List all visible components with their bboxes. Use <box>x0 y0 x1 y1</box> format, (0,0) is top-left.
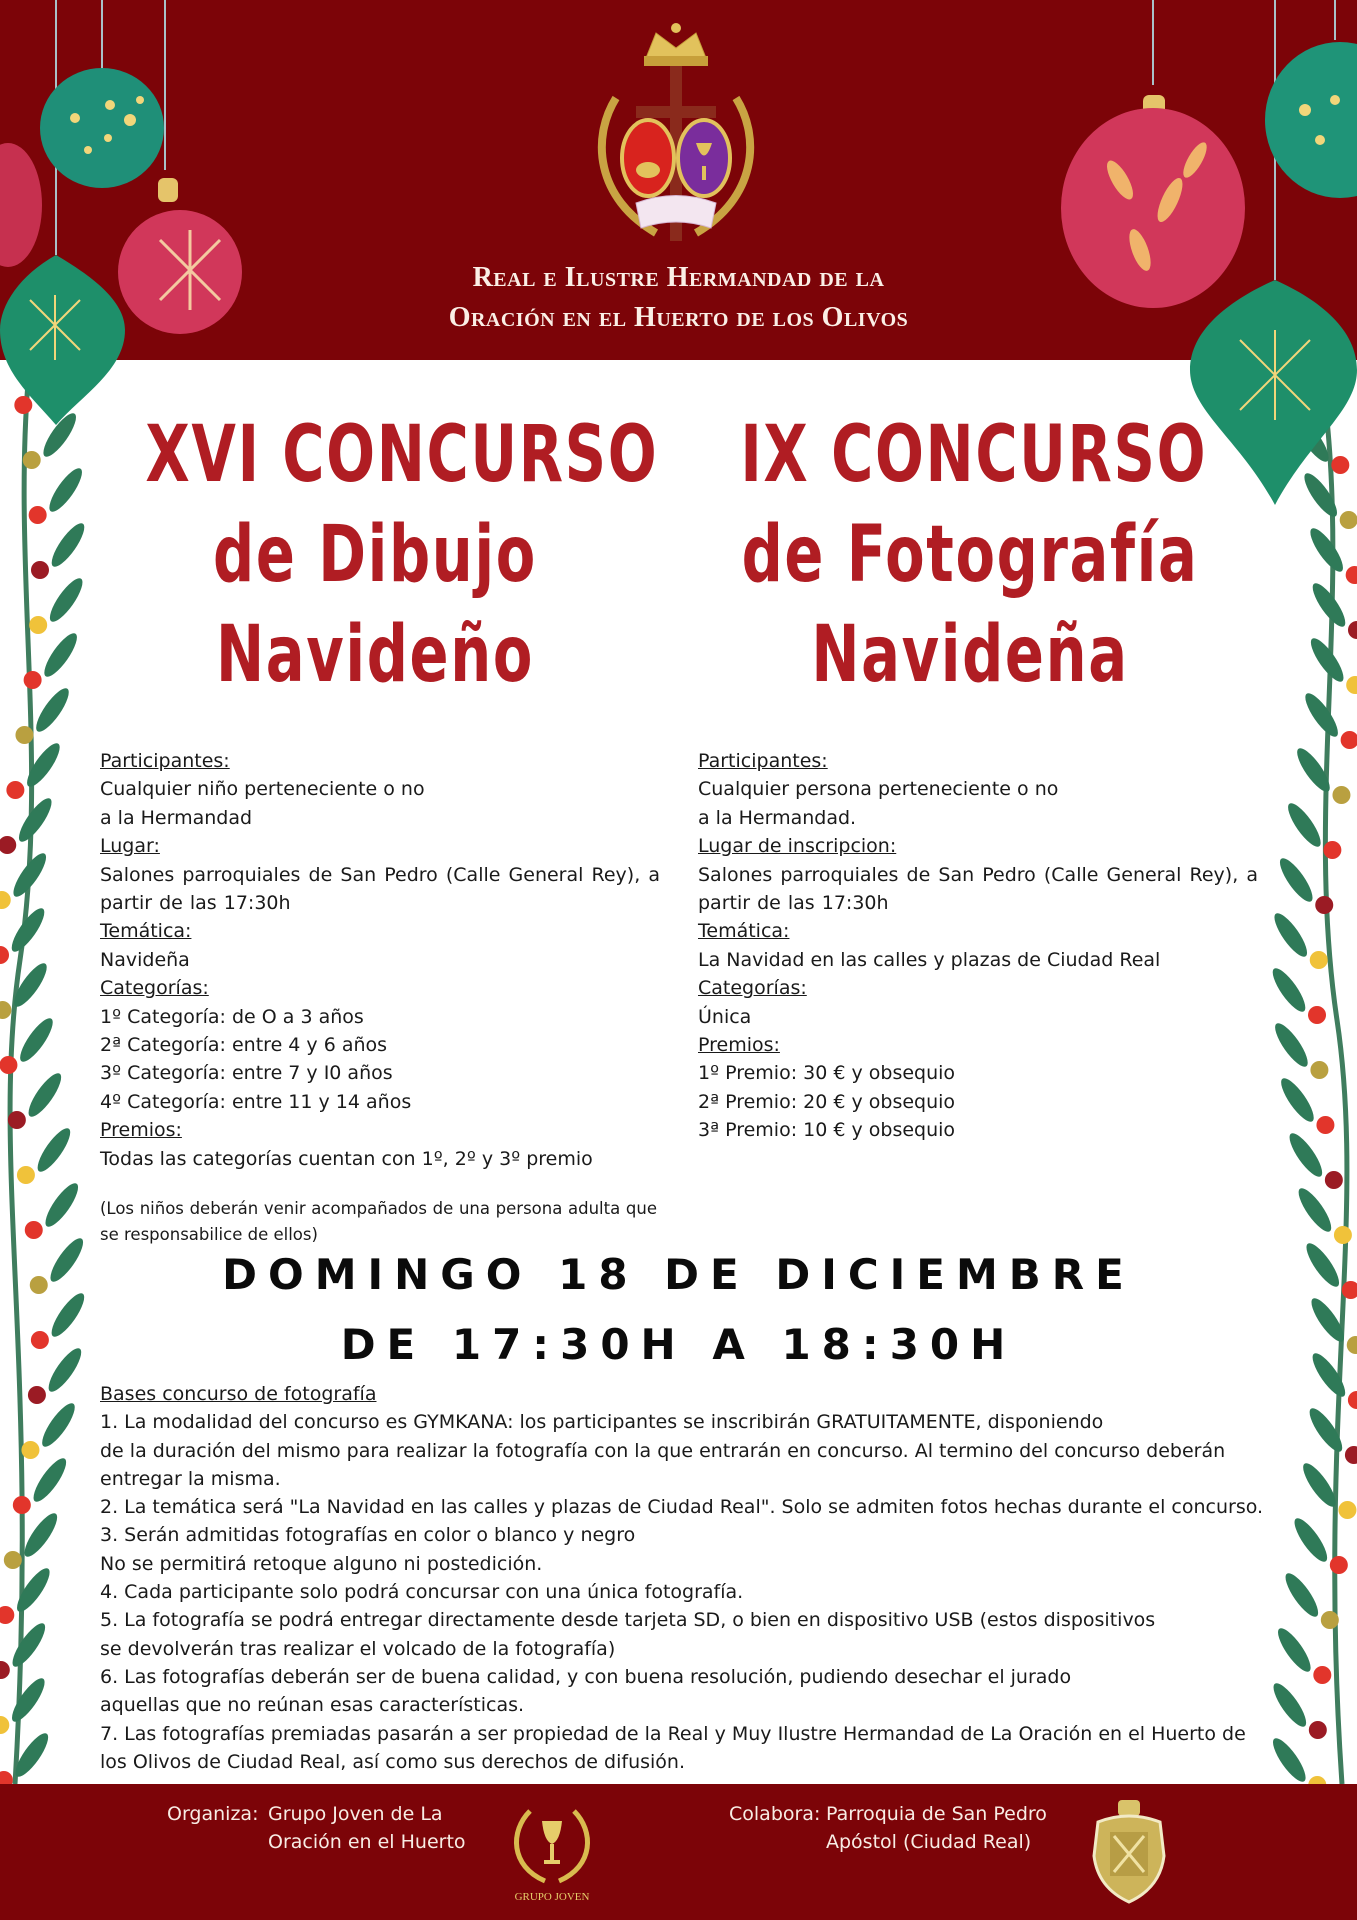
garland-leaf <box>1280 1569 1323 1621</box>
garland-berry <box>1330 1556 1348 1574</box>
garland-leaf <box>45 574 88 626</box>
garland-berry <box>1323 841 1341 859</box>
drawing-contest-details <box>100 747 660 1173</box>
brotherhood-crest-icon <box>576 18 776 248</box>
rules-title: Bases concurso de fotografía <box>100 1383 377 1405</box>
premios-label: Premios: <box>698 1034 780 1057</box>
participantes-text: a la Hermandad <box>100 806 253 829</box>
garland-berry <box>1308 1006 1326 1024</box>
left-garland-decoration <box>0 360 95 1784</box>
participantes-text: Cualquier persona perteneciente o no <box>698 778 1059 801</box>
garland-leaf <box>40 1179 83 1231</box>
categorias-label: Categorías: <box>100 977 209 1000</box>
garland-berry <box>1310 951 1328 969</box>
rules-line: 4. Cada participante solo podrá concursar con una única fotografía. <box>100 1581 744 1604</box>
rules-line: de la duración del mismo para realizar la fotografía con la que entrarán en concurso. Al termino del concurso deberán <box>100 1439 1226 1462</box>
category-item: 1º Categoría: de O a 3 años <box>100 1005 364 1028</box>
rules-line: 5. La fotografía se podrá entregar directamente desde tarjeta SD, o bien en dispositivo USB (estos dispositivos <box>100 1609 1156 1632</box>
rules-line: se devolverán tras realizar el volcado de la fotografía) <box>100 1637 616 1660</box>
participantes-text: a la Hermandad. <box>698 806 857 829</box>
garland-berry <box>15 726 33 744</box>
rules-line: 6. Las fotografías deberán ser de buena calidad, y con buena resolución, pudiendo desechar el jurado <box>100 1665 1072 1688</box>
parish-crest-icon <box>1088 1796 1170 1906</box>
garland-berry <box>31 561 49 579</box>
garland-leaf <box>22 739 65 791</box>
lugar-text: Salones parroquiales de San Pedro (Calle General Rey), a partir de las 17:30h <box>698 863 1258 915</box>
garland-leaf <box>39 629 82 681</box>
photo-contest-details <box>698 747 1258 1145</box>
garland-berry <box>1338 1501 1356 1519</box>
garland-leaf <box>1268 1679 1311 1731</box>
premios-text: Todas las categorías cuentan con 1º, 2º y 3º premio <box>100 1147 593 1170</box>
garland-leaf <box>1308 579 1351 631</box>
prize-item: 1º Premio: 30 € y obsequio <box>698 1062 956 1085</box>
garland-berry <box>1348 1391 1357 1409</box>
garland-berry <box>1340 511 1357 529</box>
garland-berry <box>23 451 41 469</box>
garland-leaf <box>37 1399 80 1451</box>
tematica-label: Temática: <box>100 920 192 943</box>
garland-berry <box>1346 566 1357 584</box>
participantes-label: Participantes: <box>698 750 828 772</box>
rules-line: aquellas que no reúnan esas características. <box>100 1694 525 1717</box>
garland-berry <box>1309 1721 1327 1739</box>
garland-berry <box>1321 1611 1339 1629</box>
event-date: DOMINGO 18 DE DICIEMBRE <box>222 1250 1135 1299</box>
organiza-name-line2: Oración en el Huerto <box>268 1831 466 1853</box>
colabora-label: Colabora: <box>729 1803 821 1825</box>
garland-berry <box>1315 896 1333 914</box>
category-item: 4º Categoría: entre 11 y 14 años <box>100 1090 412 1113</box>
premios-label: Premios: <box>100 1119 182 1142</box>
garland-berry <box>1325 1171 1343 1189</box>
rules-line: 3. Serán admitidas fotografías en color o blanco y negro <box>100 1524 636 1547</box>
rules-line: 7. Las fotografías premiadas pasarán a ser propiedad de la Real y Muy Ilustre Hermandad de La Oración en el Huerto de <box>100 1722 1246 1745</box>
garland-berry <box>1334 1226 1352 1244</box>
garland-berry <box>1345 1446 1357 1464</box>
garland-berry <box>0 1716 9 1734</box>
garland-berry <box>1341 731 1357 749</box>
children-note: (Los niños deberán venir acompañados de una persona adulta que se responsabilice de ellos) <box>100 1199 657 1244</box>
garland-leaf <box>28 1454 71 1506</box>
garland-berry <box>1308 1776 1326 1784</box>
rules-line: los Olivos de Ciudad Real, así como sus derechos de difusión. <box>100 1750 685 1773</box>
garland-leaf <box>1304 1404 1347 1456</box>
garland-berry <box>0 946 9 964</box>
brotherhood-name-line1: Real e Ilustre Hermandad de la <box>472 262 885 293</box>
garland-leaf <box>19 1509 62 1561</box>
garland-leaf <box>1305 524 1348 576</box>
drawing-title-line2: de Dibujo <box>213 510 537 600</box>
garland-berry <box>0 891 11 909</box>
garland-leaf <box>47 519 90 571</box>
garland-leaf <box>1268 964 1311 1016</box>
grupo-joven-logo-icon <box>500 1796 604 1906</box>
photo-contest-rules <box>100 1380 1264 1776</box>
garland-leaf <box>44 464 87 516</box>
category-item: 2ª Categoría: entre 4 y 6 años <box>100 1034 388 1057</box>
garland-leaf <box>1284 1129 1327 1181</box>
garland-berry <box>1332 786 1350 804</box>
garland-leaf <box>1283 799 1326 851</box>
garland-berry <box>1316 1116 1334 1134</box>
garland-leaf <box>7 1619 50 1671</box>
garland-berry <box>8 1111 26 1129</box>
garland-berry <box>1313 1666 1331 1684</box>
brotherhood-name <box>300 258 1057 338</box>
garland-leaf <box>1293 1184 1336 1236</box>
garland-berry <box>1310 1061 1328 1079</box>
drawing-contest-title <box>95 405 659 705</box>
garland-berry <box>17 1166 35 1184</box>
garland-leaf <box>1306 634 1349 686</box>
garland-berry <box>1348 621 1357 639</box>
prize-item: 2ª Premio: 20 € y obsequio <box>698 1090 956 1113</box>
rules-line: 2. La temática será "La Navidad en las calles y plazas de Ciudad Real". Solo se admiten fotos hechas durante el concurso. <box>100 1496 1264 1519</box>
rules-line: No se permitirá retoque alguno ni postedición. <box>100 1552 543 1575</box>
garland-leaf <box>1269 909 1312 961</box>
category-item: 3º Categoría: entre 7 y I0 años <box>100 1062 393 1085</box>
organiza-label: Organiza: <box>167 1803 259 1825</box>
right-garland-decoration <box>1262 420 1357 1784</box>
garland-leaf <box>14 794 57 846</box>
categorias-label: Categorías: <box>698 977 807 1000</box>
colabora-name-line1: Parroquia de San Pedro <box>826 1803 1047 1825</box>
drawing-title-line3: Navideño <box>215 610 535 700</box>
garland-leaf <box>1270 1019 1313 1071</box>
photo-title-line2: de Fotografía <box>741 510 1199 600</box>
lugar-text: Salones parroquiales de San Pedro (Calle General Rey), a partir de las 17:30h <box>100 863 660 915</box>
lugar-label: Lugar de inscripcion: <box>698 835 897 858</box>
garland-berry <box>29 616 47 634</box>
tematica-label: Temática: <box>698 920 790 943</box>
garland-leaf <box>1273 1624 1316 1676</box>
lugar-label: Lugar: <box>100 835 160 858</box>
brotherhood-name-line2: Oración en el Huerto de los Olivos <box>448 302 909 333</box>
categorias-text: Única <box>698 1005 752 1028</box>
drawing-title-line1: XVI CONCURSO <box>145 410 659 500</box>
garland-berry <box>0 1771 13 1784</box>
tematica-text: La Navidad en las calles y plazas de Ciudad Real <box>698 948 1161 971</box>
photo-contest-title <box>690 405 1250 705</box>
garland-berry <box>25 1221 43 1239</box>
garland-berry <box>24 671 42 689</box>
garland-berry <box>28 1386 46 1404</box>
rules-line: entregar la misma. <box>100 1467 281 1490</box>
organiza-name-line1: Grupo Joven de La <box>268 1803 443 1825</box>
garland-berry <box>6 781 24 799</box>
prize-item: 3ª Premio: 10 € y obsequio <box>698 1119 956 1142</box>
garland-leaf <box>1275 854 1318 906</box>
garland-berry <box>0 1056 17 1074</box>
garland-berry <box>21 1441 39 1459</box>
tematica-text: Navideña <box>100 948 190 971</box>
photo-title-line3: Navideña <box>811 610 1129 700</box>
garland-berry <box>0 1661 10 1679</box>
rules-line: 1. La modalidad del concurso es GYMKANA: los participantes se inscribirán GRATUITAMENTE, disponiendo <box>100 1411 1104 1434</box>
garland-leaf <box>7 1674 50 1726</box>
garland-berry <box>0 1001 11 1019</box>
garland-berry <box>1346 676 1357 694</box>
garland-leaf <box>1268 1734 1311 1784</box>
hanging-ornaments-left <box>0 0 260 430</box>
garland-leaf <box>23 1069 66 1121</box>
garland-leaf <box>32 1124 75 1176</box>
grupo-joven-logo-text: GRUPO JOVEN <box>514 1891 590 1903</box>
event-time: DE 17:30H A 18:30H <box>340 1320 1017 1369</box>
participantes-text: Cualquier niño perteneciente o no <box>100 778 425 801</box>
garland-leaf <box>1300 689 1343 741</box>
garland-leaf <box>12 1564 55 1616</box>
garland-berry <box>29 506 47 524</box>
garland-leaf <box>1289 1514 1332 1566</box>
garland-berry <box>13 1496 31 1514</box>
colabora-name-line2: Apóstol (Ciudad Real) <box>826 1831 1032 1853</box>
participantes-label: Participantes: <box>100 750 230 772</box>
garland-berry <box>0 1606 14 1624</box>
photo-title-line1: IX CONCURSO <box>740 410 1208 500</box>
garland-leaf <box>31 684 74 736</box>
garland-leaf <box>15 1014 58 1066</box>
garland-leaf <box>1276 1074 1319 1126</box>
garland-berry <box>0 836 16 854</box>
garland-berry <box>4 1551 22 1569</box>
